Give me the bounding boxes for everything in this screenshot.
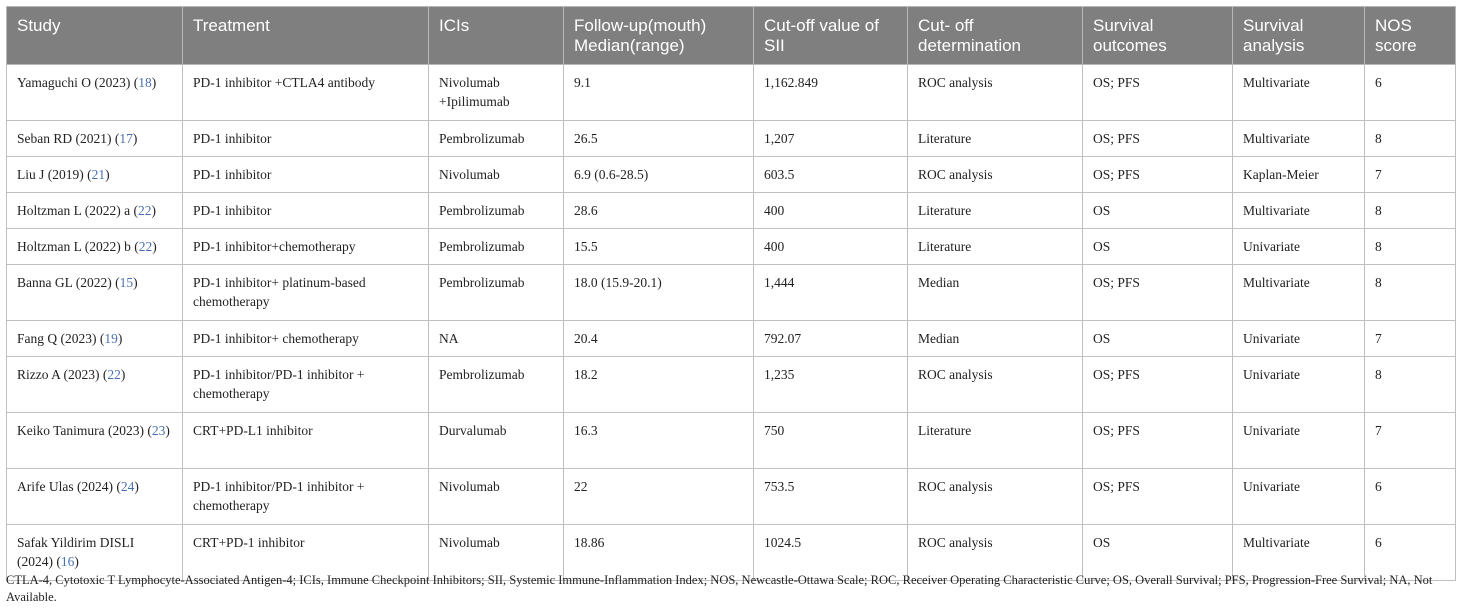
- reference-close-paren: ): [132, 131, 138, 146]
- nos-score-cell: 8: [1365, 357, 1456, 413]
- study-cell: [7, 193, 183, 229]
- cut-off-value-cell: 1024.5: [754, 525, 908, 581]
- nos-score-cell: 6: [1365, 525, 1456, 581]
- study-cell: [7, 469, 183, 525]
- icis-cell: Nivolumab: [429, 157, 564, 193]
- nos-score-cell: 8: [1365, 121, 1456, 157]
- treatment-cell: PD-1 inhibitor+ chemotherapy: [183, 321, 429, 357]
- nos-score-cell: 6: [1365, 469, 1456, 525]
- follow-up-cell: 15.5: [564, 229, 754, 265]
- table-row: [7, 321, 1456, 357]
- table-row: [7, 229, 1456, 265]
- follow-up-cell: 18.0 (15.9-20.1): [564, 265, 754, 321]
- cut-off-determination-cell: ROC analysis: [908, 525, 1083, 581]
- cut-off-determination-cell: Literature: [908, 229, 1083, 265]
- icis-cell: Pembrolizumab: [429, 265, 564, 321]
- cut-off-value-cell: 1,235: [754, 357, 908, 413]
- study-name: Banna GL (2022) (: [17, 275, 120, 290]
- nos-score-cell: 8: [1365, 193, 1456, 229]
- treatment-cell: CRT+PD-L1 inhibitor: [183, 413, 429, 469]
- nos-score-cell: 8: [1365, 229, 1456, 265]
- nos-score-cell: 7: [1365, 157, 1456, 193]
- icis-cell: Nivolumab: [429, 525, 564, 581]
- cut-off-value-cell: 400: [754, 229, 908, 265]
- study-name: Seban RD (2021) (: [17, 131, 120, 146]
- reference-link[interactable]: 24: [120, 479, 135, 494]
- survival-outcomes-cell: OS; PFS: [1083, 157, 1233, 193]
- survival-outcomes-cell: OS; PFS: [1083, 357, 1233, 413]
- table-row: [7, 193, 1456, 229]
- study-name: Rizzo A (2023) (: [17, 367, 108, 382]
- survival-outcomes-cell: OS; PFS: [1083, 469, 1233, 525]
- header-study: Study: [7, 7, 183, 65]
- follow-up-cell: 18.86: [564, 525, 754, 581]
- cut-off-determination-cell: ROC analysis: [908, 357, 1083, 413]
- treatment-cell: PD-1 inhibitor/PD-1 inhibitor + chemotherapy: [183, 469, 429, 525]
- treatment-cell: PD-1 inhibitor: [183, 157, 429, 193]
- follow-up-cell: 20.4: [564, 321, 754, 357]
- reference-close-paren: ): [151, 203, 156, 218]
- cut-off-value-cell: 792.07: [754, 321, 908, 357]
- table-row: [7, 65, 1456, 121]
- reference-link[interactable]: 17: [119, 131, 133, 146]
- icis-cell: Nivolumab: [429, 469, 564, 525]
- follow-up-cell: 28.6: [564, 193, 754, 229]
- study-name: Arife Ulas (2024) (: [17, 479, 121, 494]
- table-row: [7, 265, 1456, 321]
- header-cut-off-determination: Cut- off determination: [908, 7, 1083, 65]
- reference-close-paren: ): [151, 75, 157, 90]
- follow-up-cell: 22: [564, 469, 754, 525]
- survival-outcomes-cell: OS; PFS: [1083, 413, 1233, 469]
- table-footnote: CTLA-4, Cytotoxic T Lymphocyte-Associated Antigen-4; ICIs, Immune Checkpoint Inhibitors; SII, Systemic Immune-Inflammation Index; NOS, Newcastle-Ottawa Scale; ROC, Receiver Operating Characteristic Curve; OS, Overall Survival; PFS, Progression-Free Survival; NA, Not Available.: [6, 573, 1433, 604]
- survival-outcomes-cell: OS: [1083, 321, 1233, 357]
- cut-off-value-cell: 1,444: [754, 265, 908, 321]
- table-row: [7, 357, 1456, 413]
- reference-link[interactable]: 22: [137, 203, 152, 218]
- survival-analysis-cell: Multivariate: [1233, 65, 1365, 121]
- icis-cell: Pembrolizumab: [429, 121, 564, 157]
- cut-off-value-cell: 400: [754, 193, 908, 229]
- header-icis: ICIs: [429, 7, 564, 65]
- treatment-cell: PD-1 inhibitor: [183, 193, 429, 229]
- study-cell: [7, 321, 183, 357]
- study-cell: [7, 265, 183, 321]
- table-row: [7, 413, 1456, 469]
- icis-cell: Pembrolizumab: [429, 193, 564, 229]
- treatment-cell: PD-1 inhibitor +CTLA4 antibody: [183, 65, 429, 121]
- header-follow-up: Follow-up(mouth) Median(range): [564, 7, 754, 65]
- follow-up-cell: 26.5: [564, 121, 754, 157]
- reference-link[interactable]: 22: [107, 367, 121, 382]
- survival-analysis-cell: Kaplan-Meier: [1233, 157, 1365, 193]
- treatment-cell: PD-1 inhibitor+ platinum-based chemotherapy: [183, 265, 429, 321]
- header-treatment: Treatment: [183, 7, 429, 65]
- survival-outcomes-cell: OS; PFS: [1083, 265, 1233, 321]
- reference-link[interactable]: 18: [138, 75, 152, 90]
- icis-cell: Durvalumab: [429, 413, 564, 469]
- table-row: [7, 121, 1456, 157]
- icis-cell: Pembrolizumab: [429, 229, 564, 265]
- study-cell: [7, 65, 183, 121]
- cut-off-value-cell: 1,207: [754, 121, 908, 157]
- study-name: Fang Q (2023) (: [17, 331, 105, 346]
- survival-outcomes-cell: OS: [1083, 525, 1233, 581]
- study-cell: [7, 413, 183, 469]
- survival-analysis-cell: Multivariate: [1233, 265, 1365, 321]
- survival-outcomes-cell: OS: [1083, 193, 1233, 229]
- treatment-cell: PD-1 inhibitor+chemotherapy: [183, 229, 429, 265]
- cut-off-value-cell: 603.5: [754, 157, 908, 193]
- survival-outcomes-cell: OS; PFS: [1083, 121, 1233, 157]
- table-row: [7, 157, 1456, 193]
- treatment-cell: PD-1 inhibitor: [183, 121, 429, 157]
- header-row: [7, 7, 1456, 65]
- table-container: [6, 6, 1455, 581]
- header-survival-outcomes: Survival outcomes: [1083, 7, 1233, 65]
- header-nos-score: NOS score: [1365, 7, 1456, 65]
- reference-close-paren: ): [105, 167, 110, 182]
- survival-analysis-cell: Univariate: [1233, 229, 1365, 265]
- reference-link[interactable]: 16: [60, 554, 75, 569]
- cut-off-value-cell: 750: [754, 413, 908, 469]
- survival-analysis-cell: Multivariate: [1233, 121, 1365, 157]
- treatment-cell: CRT+PD-1 inhibitor: [183, 525, 429, 581]
- reference-close-paren: ): [152, 239, 157, 254]
- icis-cell: Pembrolizumab: [429, 357, 564, 413]
- reference-link[interactable]: 21: [91, 167, 106, 182]
- reference-link[interactable]: 19: [104, 331, 118, 346]
- study-name: Yamaguchi O (2023) (: [17, 75, 139, 90]
- reference-close-paren: ): [120, 367, 126, 382]
- survival-analysis-cell: Univariate: [1233, 357, 1365, 413]
- reference-link[interactable]: 23: [151, 423, 166, 438]
- survival-analysis-cell: Multivariate: [1233, 193, 1365, 229]
- cut-off-value-cell: 1,162.849: [754, 65, 908, 121]
- reference-close-paren: ): [165, 423, 170, 438]
- reference-link[interactable]: 22: [138, 239, 153, 254]
- header-survival-analysis: Survival analysis: [1233, 7, 1365, 65]
- table-row: [7, 469, 1456, 525]
- reference-link[interactable]: 15: [119, 275, 134, 290]
- reference-close-paren: ): [117, 331, 123, 346]
- nos-score-cell: 8: [1365, 265, 1456, 321]
- icis-cell: Nivolumab +Ipilimumab: [429, 65, 564, 121]
- nos-score-cell: 7: [1365, 413, 1456, 469]
- study-name: Liu J (2019) (: [17, 167, 92, 182]
- cut-off-determination-cell: ROC analysis: [908, 157, 1083, 193]
- study-name: Keiko Tanimura (2023) (: [17, 423, 152, 438]
- cut-off-determination-cell: Literature: [908, 121, 1083, 157]
- survival-analysis-cell: Univariate: [1233, 321, 1365, 357]
- cut-off-determination-cell: ROC analysis: [908, 469, 1083, 525]
- follow-up-cell: 9.1: [564, 65, 754, 121]
- survival-analysis-cell: Multivariate: [1233, 525, 1365, 581]
- reference-close-paren: ): [134, 479, 139, 494]
- treatment-cell: PD-1 inhibitor/PD-1 inhibitor + chemotherapy: [183, 357, 429, 413]
- nos-score-cell: 7: [1365, 321, 1456, 357]
- cut-off-determination-cell: Literature: [908, 193, 1083, 229]
- survival-analysis-cell: Univariate: [1233, 413, 1365, 469]
- survival-analysis-cell: Univariate: [1233, 469, 1365, 525]
- cut-off-determination-cell: Literature: [908, 413, 1083, 469]
- studies-table: [6, 6, 1456, 581]
- study-cell: [7, 357, 183, 413]
- study-name: Holtzman L (2022) b (: [17, 239, 139, 254]
- nos-score-cell: 6: [1365, 65, 1456, 121]
- survival-outcomes-cell: OS; PFS: [1083, 65, 1233, 121]
- cut-off-determination-cell: Median: [908, 265, 1083, 321]
- survival-outcomes-cell: OS: [1083, 229, 1233, 265]
- follow-up-cell: 18.2: [564, 357, 754, 413]
- study-cell: [7, 121, 183, 157]
- follow-up-cell: 6.9 (0.6-28.5): [564, 157, 754, 193]
- icis-cell: NA: [429, 321, 564, 357]
- reference-close-paren: ): [74, 554, 79, 569]
- cut-off-determination-cell: ROC analysis: [908, 65, 1083, 121]
- header-cut-off-value: Cut-off value of SII: [754, 7, 908, 65]
- follow-up-cell: 16.3: [564, 413, 754, 469]
- study-cell: [7, 229, 183, 265]
- reference-close-paren: ): [133, 275, 138, 290]
- cut-off-value-cell: 753.5: [754, 469, 908, 525]
- study-name: Holtzman L (2022) a (: [17, 203, 138, 218]
- cut-off-determination-cell: Median: [908, 321, 1083, 357]
- study-cell: [7, 157, 183, 193]
- study-name: Safak Yildirim DISLI (2024) (: [17, 535, 135, 569]
